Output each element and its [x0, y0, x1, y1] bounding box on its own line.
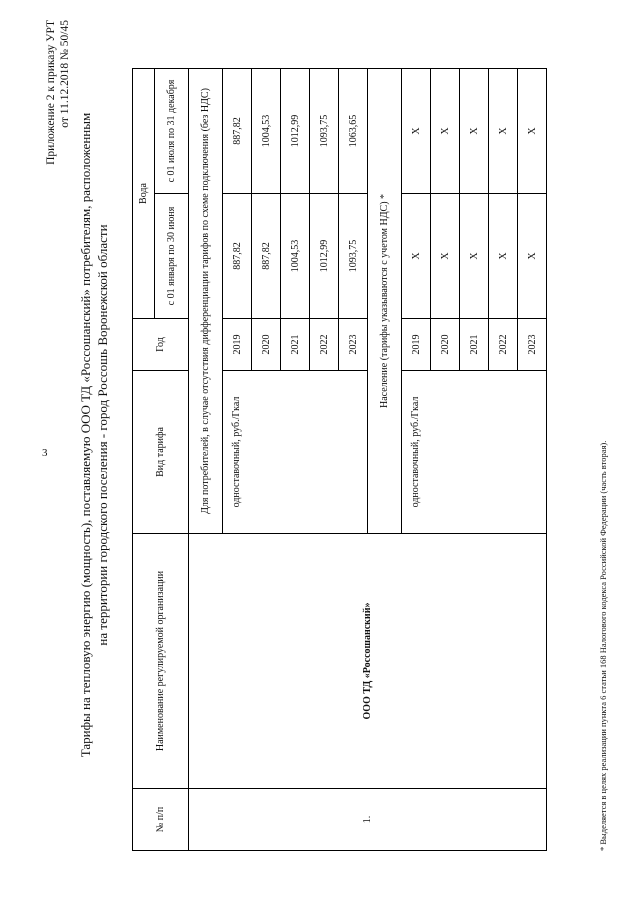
section-title: Население (тарифы указываются с учетом НДС) *: [368, 68, 402, 533]
value-second-half: Х: [518, 68, 547, 193]
value-first-half: 887,82: [223, 194, 252, 319]
year-cell: 2019: [402, 319, 431, 371]
year-cell: 2023: [518, 319, 547, 371]
value-first-half: 1012,99: [310, 194, 339, 319]
page-number: 3: [42, 447, 48, 459]
header-water: Вода: [133, 68, 155, 318]
header-tariff-type: Вид тарифа: [133, 371, 189, 534]
header-second-half: с 01 июля по 31 декабря: [155, 68, 189, 193]
section-row-1: [189, 68, 223, 850]
year-cell: 2023: [339, 319, 368, 371]
tariff-type: одноставочный, руб./Гкал: [402, 371, 547, 534]
value-first-half: Х: [460, 194, 489, 319]
value-second-half: 1004,53: [252, 68, 281, 193]
year-cell: 2022: [489, 319, 518, 371]
tariff-table: [132, 68, 547, 851]
document-title-line-2: на территории городского поселения - город Россошь Воронежской области: [95, 224, 110, 646]
value-first-half: 1004,53: [281, 194, 310, 319]
organization-name: ООО ТД «Россошанский»: [189, 534, 547, 789]
value-first-half: 1093,75: [339, 194, 368, 319]
value-second-half: 887,82: [223, 68, 252, 193]
value-first-half: Х: [402, 194, 431, 319]
value-first-half: Х: [489, 194, 518, 319]
value-first-half: 887,82: [252, 194, 281, 319]
appendix-line-2: от 11.12.2018 № 50/45: [59, 20, 71, 128]
value-second-half: Х: [460, 68, 489, 193]
year-cell: 2019: [223, 319, 252, 371]
footnote: * Выделяется в целях реализации пункта 6 статьи 168 Налогового кодекса Российской Федерации (часть вторая).: [598, 440, 608, 851]
year-cell: 2020: [431, 319, 460, 371]
value-second-half: Х: [431, 68, 460, 193]
appendix-line-1: Приложение 2 к приказу УРТ: [45, 20, 57, 165]
year-cell: 2022: [310, 319, 339, 371]
value-second-half: Х: [489, 68, 518, 193]
tariff-table-body: [133, 68, 547, 850]
document-title-line-1: Тарифы на тепловую энергию (мощность), поставляемую ООО ТД «Россошанский» потребителям, расположенным: [78, 112, 93, 758]
header-number: № п/п: [133, 789, 189, 851]
header-year: Год: [133, 319, 189, 371]
value-first-half: Х: [518, 194, 547, 319]
value-first-half: Х: [431, 194, 460, 319]
header-organization: Наименование регулируемой организации: [133, 534, 189, 789]
year-cell: 2020: [252, 319, 281, 371]
year-cell: 2021: [281, 319, 310, 371]
value-second-half: 1063,65: [339, 68, 368, 193]
section-title: Для потребителей, в случае отсутствия дифференциации тарифов по схеме подключения (без НДС): [189, 68, 223, 533]
value-second-half: 1012,99: [281, 68, 310, 193]
value-second-half: 1093,75: [310, 68, 339, 193]
row-number: 1.: [189, 789, 547, 851]
appendix-header: [44, 20, 72, 165]
tariff-type: одноставочный, руб./Гкал: [223, 371, 368, 534]
header-row-1: [133, 68, 155, 850]
value-second-half: Х: [402, 68, 431, 193]
year-cell: 2021: [460, 319, 489, 371]
header-first-half: с 01 января по 30 июня: [155, 194, 189, 319]
